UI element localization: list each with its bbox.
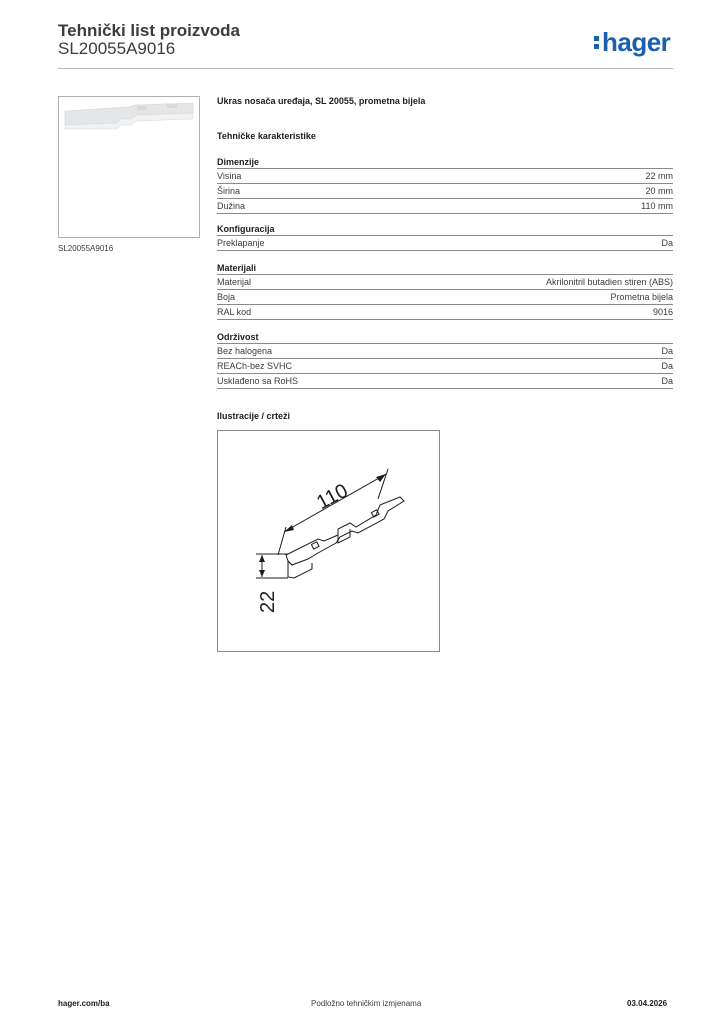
section-title: Materijali <box>217 262 673 275</box>
spec-label: Boja <box>217 292 236 302</box>
spec-value: Prometna bijela <box>610 292 673 302</box>
spec-label: REACh-bez SVHC <box>217 361 293 371</box>
document-title: Tehnički list proizvoda <box>58 21 240 40</box>
spec-value: Da <box>661 361 673 371</box>
spec-row <box>217 359 673 374</box>
spec-label: Materijal <box>217 277 252 287</box>
hager-logo <box>594 27 670 57</box>
logo-dots-icon <box>594 32 600 50</box>
technical-characteristics-heading: Tehničke karakteristike <box>217 131 316 141</box>
technical-drawing <box>217 430 440 652</box>
illustrations-heading: Ilustracije / crteži <box>217 411 291 421</box>
spec-value: Akrilonitril butadien stiren (ABS) <box>545 277 673 287</box>
section-title: Konfiguracija <box>217 223 673 236</box>
spec-row <box>217 169 673 184</box>
spec-value: 9016 <box>652 307 673 317</box>
spec-row <box>217 290 673 305</box>
spec-row <box>217 184 673 199</box>
spec-value: 110 mm <box>641 201 673 211</box>
header-divider <box>58 68 673 69</box>
footer-website-link[interactable]: hager.com/ba <box>58 999 110 1008</box>
spec-value: 22 mm <box>645 171 673 181</box>
spec-row <box>217 344 673 359</box>
height-dimension-label: 22 <box>257 590 279 613</box>
product-photo-icon <box>59 97 199 237</box>
dimension-drawing-icon <box>218 431 439 651</box>
section-title: Dimenzije <box>217 156 673 169</box>
logo-text: hager <box>602 27 671 57</box>
spec-row <box>217 199 673 214</box>
footer-date: 03.04.2026 <box>627 999 668 1008</box>
section-sustainability <box>217 331 673 389</box>
section-materials <box>217 262 673 320</box>
spec-row <box>217 236 673 251</box>
footer-disclaimer: Podložno tehničkim izmjenama <box>311 999 422 1008</box>
product-image <box>58 96 200 238</box>
spec-row <box>217 305 673 320</box>
section-dimensions <box>217 156 673 214</box>
product-code: SL20055A9016 <box>58 39 176 58</box>
section-configuration <box>217 223 673 251</box>
spec-label: RAL kod <box>217 307 252 317</box>
spec-label: Usklađeno sa RoHS <box>217 376 299 386</box>
spec-label: Dužina <box>217 201 246 211</box>
spec-row <box>217 374 673 389</box>
spec-label: Visina <box>217 171 242 181</box>
spec-row <box>217 275 673 290</box>
spec-label: Širina <box>217 186 241 196</box>
product-image-caption: SL20055A9016 <box>58 244 114 253</box>
spec-label: Bez halogena <box>217 346 273 356</box>
spec-label: Preklapanje <box>217 238 265 248</box>
spec-value: Da <box>661 376 673 386</box>
product-description: Ukras nosača uređaja, SL 20055, prometna bijela <box>217 96 426 106</box>
length-dimension-label: 110 <box>313 479 352 515</box>
spec-value: Da <box>661 238 673 248</box>
section-title: Održivost <box>217 331 673 344</box>
spec-value: Da <box>661 346 673 356</box>
spec-value: 20 mm <box>645 186 673 196</box>
